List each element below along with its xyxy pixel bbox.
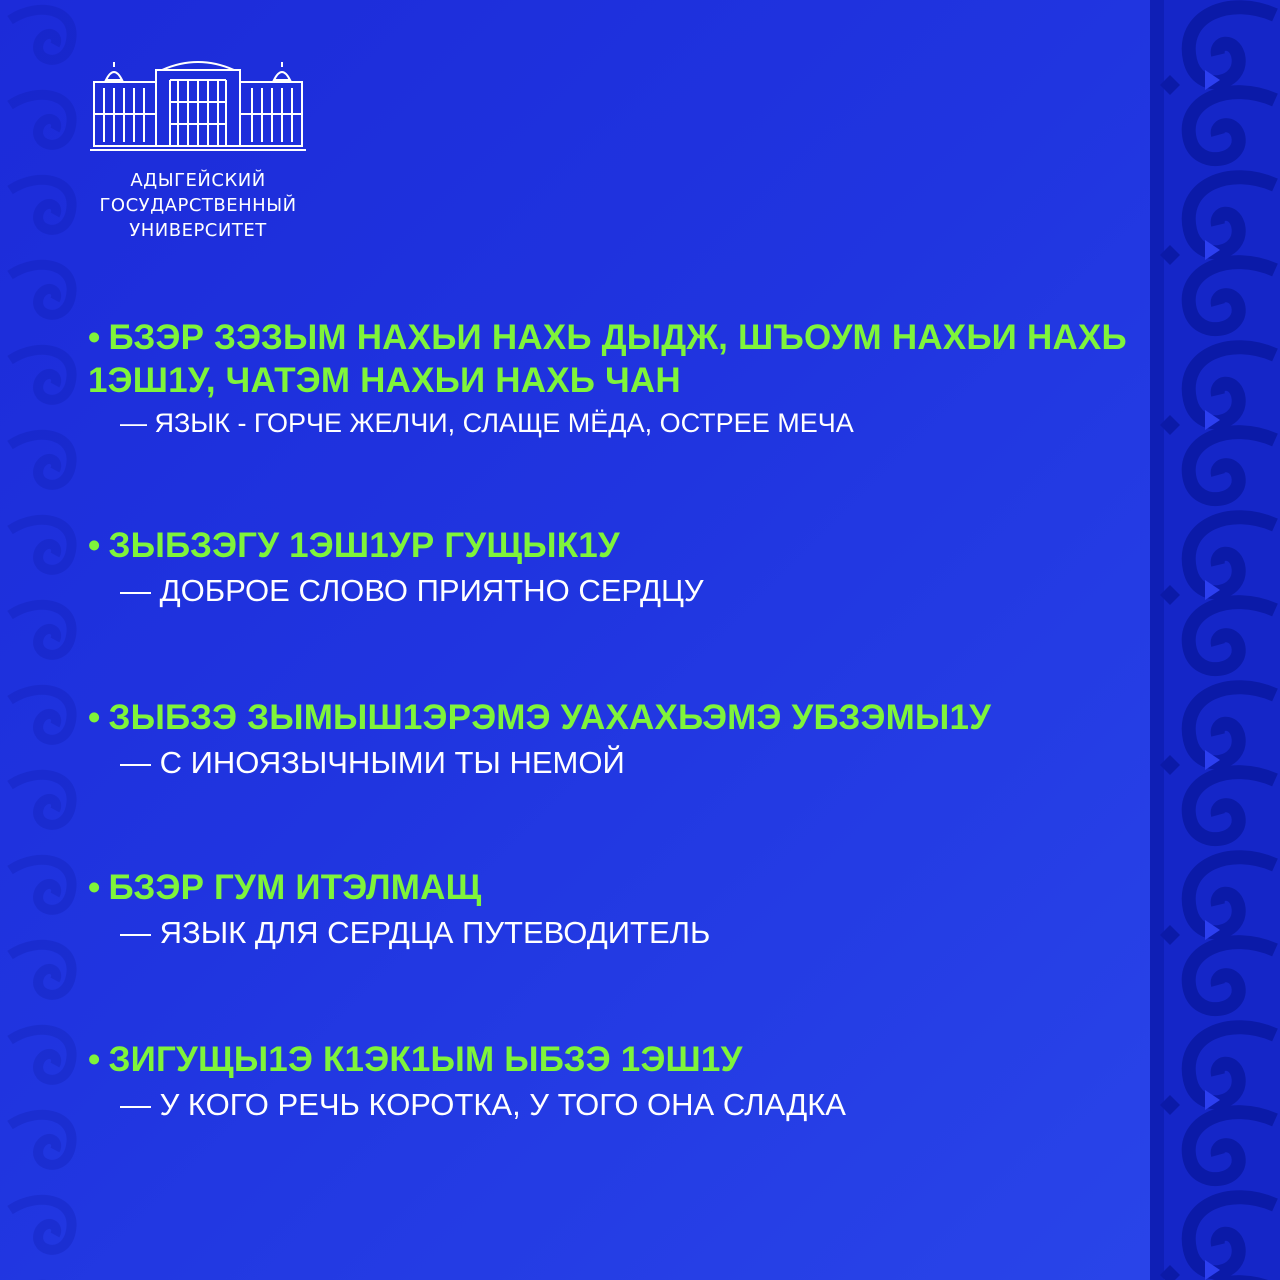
proverb-item — [88, 524, 1158, 611]
proverb-translation: — С ИНОЯЗЫЧНЫМИ ТЫ НЕМОЙ — [120, 745, 625, 780]
proverb-item — [88, 1038, 1158, 1125]
university-name-line-1: АДЫГЕЙСКИЙ — [130, 170, 266, 191]
proverb-adyghe — [88, 1038, 1158, 1081]
bullet-icon: • — [88, 868, 101, 907]
proverb-adyghe-text: ЗЫБЗЭГУ 1ЭШ1УР ГУЩЫК1У — [108, 526, 620, 565]
university-name-line-2: ГОСУДАРСТВЕННЫЙ — [99, 195, 297, 216]
proverb-translation: — У КОГО РЕЧЬ КОРОТКА, У ТОГО ОНА СЛАДКА — [120, 1087, 846, 1122]
bullet-icon: • — [88, 1040, 101, 1079]
proverb-item — [88, 696, 1158, 783]
proverb-item — [88, 866, 1158, 953]
proverb-adyghe-text: ЗИГУЩЫ1Э К1ЭК1ЫМ ЫБЗЭ 1ЭШ1У — [108, 1040, 743, 1079]
university-building-icon — [90, 58, 306, 154]
right-ornament-border — [1150, 0, 1280, 1280]
bullet-icon: • — [88, 318, 101, 357]
university-logo — [88, 58, 308, 243]
proverb-adyghe-text: БЗЭР ЗЭЗЫМ НАХЬИ НАХЬ ДЫДЖ, ШЪОУМ НАХЬИ НАХЬ 1ЭШ1У, ЧАТЭМ НАХЬИ НАХЬ ЧАН — [88, 318, 1127, 400]
bullet-icon: • — [88, 698, 101, 737]
university-name — [88, 168, 308, 243]
proverb-adyghe — [88, 696, 1158, 739]
university-name-line-3: УНИВЕРСИТЕТ — [129, 220, 267, 241]
proverb-adyghe-text: БЗЭР ГУМ ИТЭЛМАЩ — [108, 868, 482, 907]
proverb-translation: — ДОБРОЕ СЛОВО ПРИЯТНО СЕРДЦУ — [120, 573, 704, 608]
proverb-adyghe — [88, 316, 1158, 402]
bullet-icon: • — [88, 526, 101, 565]
proverb-translation: — ЯЗЫК ДЛЯ СЕРДЦА ПУТЕВОДИТЕЛЬ — [120, 915, 711, 950]
proverb-adyghe — [88, 524, 1158, 567]
proverb-adyghe — [88, 866, 1158, 909]
proverb-adyghe-text: ЗЫБЗЭ ЗЫМЫШ1ЭРЭМЭ УАХАХЬЭМЭ УБЗЭМЫ1У — [108, 698, 992, 737]
proverb-translation: — ЯЗЫК - ГОРЧЕ ЖЕЛЧИ, СЛАЩЕ МЁДА, ОСТРЕЕ МЕЧА — [120, 408, 854, 438]
proverb-item — [88, 316, 1158, 440]
